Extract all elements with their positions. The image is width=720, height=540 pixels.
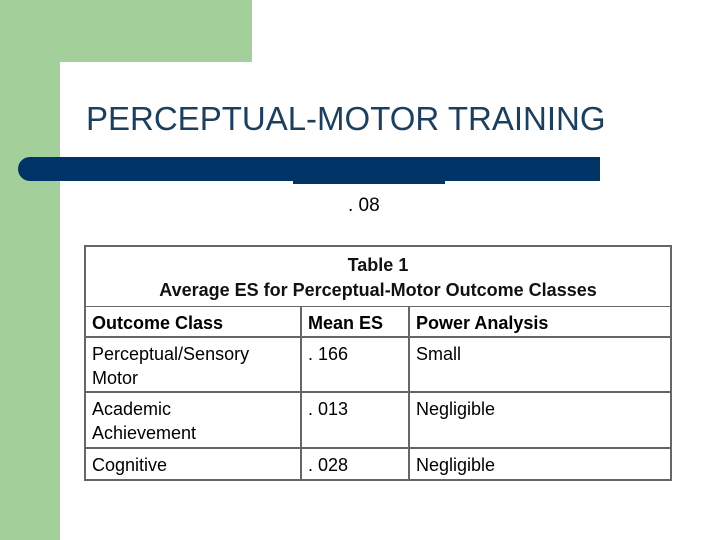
- outcome-line1: Academic: [92, 399, 172, 419]
- outcome-line1: Perceptual/Sensory: [92, 344, 250, 364]
- header-mean-es: Mean ES: [301, 307, 409, 337]
- power-cell: Small: [409, 337, 670, 392]
- results-table: [84, 245, 672, 481]
- outcome-line2: Achievement: [92, 423, 197, 443]
- table-row: [86, 448, 670, 479]
- mean-es-cell: . 013: [301, 392, 409, 448]
- title-underline-tab: [293, 181, 445, 184]
- slide-note: . 08: [348, 195, 380, 216]
- power-cell: Negligible: [409, 392, 670, 448]
- header-outcome-class: Outcome Class: [86, 307, 301, 337]
- power-cell: Negligible: [416, 455, 496, 475]
- table-header-row: [86, 307, 670, 337]
- outcome-cell: [86, 448, 301, 479]
- green-top-block: [0, 0, 252, 62]
- mean-es-cell: . 028: [301, 448, 409, 479]
- slide-title: PERCEPTUAL-MOTOR TRAINING: [86, 100, 606, 137]
- title-underline-bar: [18, 157, 600, 181]
- table-caption: [86, 247, 670, 307]
- green-sidebar: [0, 0, 60, 540]
- table-row: [86, 392, 670, 448]
- table-caption-number: Table 1: [347, 255, 409, 275]
- mean-es-cell: . 166: [301, 337, 409, 392]
- header-power-analysis: Power Analysis: [409, 307, 670, 337]
- outcome-line2: Motor: [92, 368, 139, 388]
- table-row: [86, 337, 670, 392]
- outcome-cell: [86, 392, 301, 448]
- outcome-cell: [86, 337, 301, 392]
- results-grid: [86, 307, 670, 479]
- outcome-line1: Cognitive: [92, 455, 168, 475]
- table-caption-title: Average ES for Perceptual-Motor Outcome Classes: [159, 280, 597, 300]
